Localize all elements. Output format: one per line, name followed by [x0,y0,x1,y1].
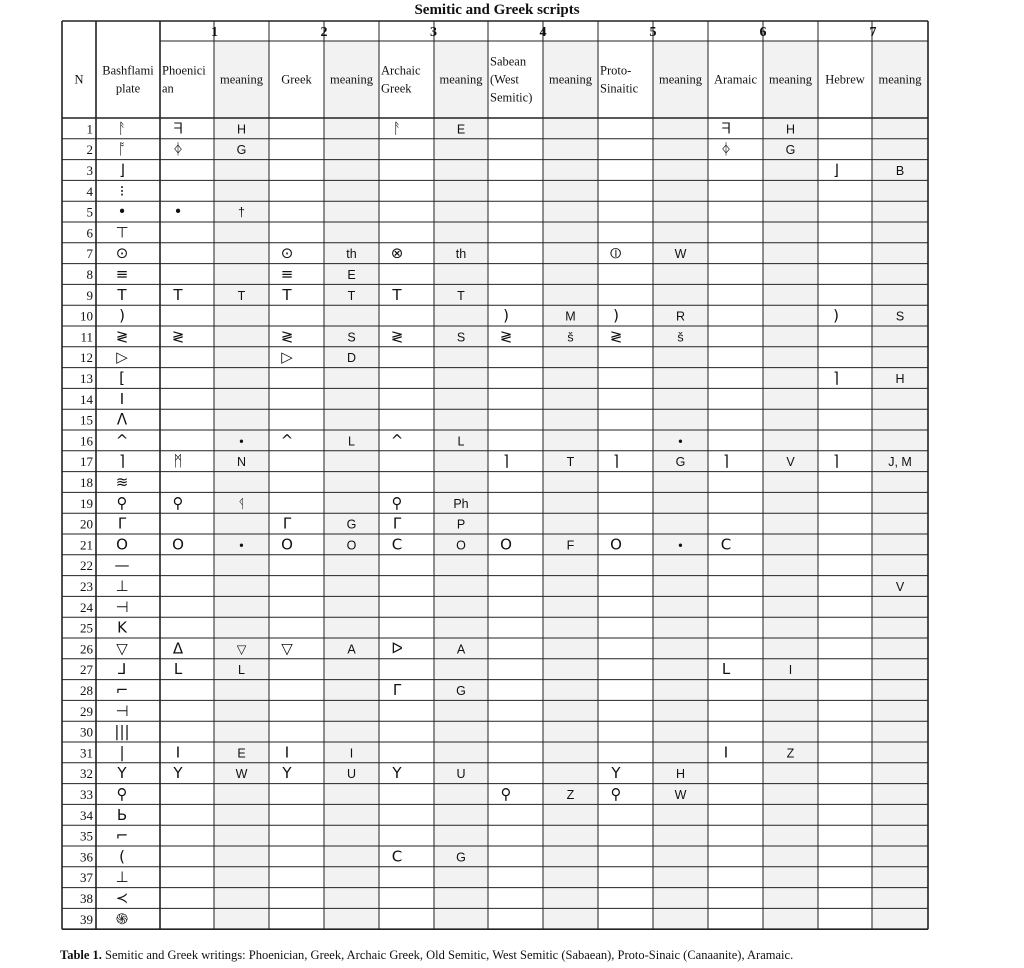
meaning-cell: W [235,767,248,782]
glyph-cell: Y [282,764,292,783]
glyph-cell: O [172,535,184,554]
column-header: meaning [439,72,483,87]
meaning-cell: I [349,746,354,761]
row-number: 8 [86,267,93,282]
meaning-cell: W [674,247,687,262]
glyph-cell: I [175,743,181,762]
meaning-column-shade [324,41,379,929]
glyph-cell: ▽ [281,639,293,658]
glyph-cell: ⌐ [115,681,129,699]
glyph-cell: ᚩ [117,140,127,159]
meaning-cell: S [456,330,466,345]
column-header: Sabean [490,54,527,69]
meaning-cell: H [236,122,247,137]
row-number: 39 [80,911,93,927]
column-header: N [74,72,84,87]
glyph-cell: C [391,847,403,866]
meaning-cell: G [785,143,796,158]
meaning-cell: U [346,767,357,782]
glyph-cell: ≡ [115,265,129,283]
column-header: meaning [219,72,264,87]
glyph-cell: Y [117,764,127,783]
glyph-cell: Γ [282,514,292,533]
column-header: (West [490,72,519,87]
row-number: 21 [80,537,93,553]
column-header: an [162,81,174,96]
row-number: 38 [80,891,93,906]
meaning-cell: S [347,330,356,345]
row-number: 19 [80,495,93,511]
glyph-cell: ) [503,306,509,325]
glyph-cell: Γ [117,514,127,533]
row-number: 25 [80,620,93,636]
column-header: Aramaic [713,72,758,87]
glyph-cell: ⌉ [119,452,125,471]
meaning-column-shade [763,41,818,929]
row-number: 7 [86,246,93,262]
row-number: 4 [86,183,93,199]
meaning-cell: ▽ [236,642,247,657]
glyph-cell: ^ [390,431,404,450]
column-header: Sinaitic [600,81,639,96]
meaning-cell: G [456,850,466,865]
column-header: Greek [381,81,412,96]
group-number: 1 [211,25,218,40]
caption-label: Table 1. [60,948,102,962]
row-number: 26 [80,641,93,657]
meaning-cell: L [238,663,245,678]
row-number: 18 [80,475,93,490]
glyph-cell: | [119,743,125,762]
meaning-cell: T [457,288,465,303]
caption-text: Semitic and Greek writings: Phoenician, Greek, Archaic Greek, Old Semitic, West Semitic (Sabaean), Proto-Sinaic (Canaanite), Aramaic. [101,948,794,962]
meaning-cell: Ph [453,496,469,511]
glyph-cell: L [173,660,183,679]
column-header: Phoenici [162,63,206,78]
meaning-cell: H [785,122,796,137]
meaning-cell: • [678,538,683,553]
glyph-cell: ⌉ [723,452,729,471]
meaning-cell: T [237,288,246,303]
column-header: Semitic) [490,90,533,105]
meaning-cell: V [895,580,905,594]
glyph-cell: ≷ [115,327,129,346]
glyph-cell: ⊙ [115,244,129,263]
glyph-cell: ᖷ [721,119,731,138]
page-title: Semitic and Greek scripts [414,2,580,18]
row-number: 28 [80,683,93,698]
glyph-cell: [ [119,369,125,387]
glyph-cell: ⊥ [115,577,129,595]
row-number: 24 [80,599,93,615]
column-header: Bashflami [102,63,154,78]
meaning-cell: H [895,372,905,386]
glyph-cell: ⚲ [116,493,128,512]
meaning-cell: D [346,351,357,366]
meaning-cell: G [456,684,466,698]
glyph-cell: — [114,556,130,575]
glyph-cell: ≷ [171,327,185,346]
group-number: 5 [649,25,657,40]
row-number: 6 [86,225,93,241]
row-number: 20 [80,516,93,532]
meaning-cell: • [239,434,244,449]
glyph-cell: ᚨ [392,119,402,138]
meaning-column-shade [434,41,488,929]
meaning-cell: P [456,517,466,532]
glyph-cell: ⁝ [119,181,125,200]
meaning-cell: th [346,247,357,262]
glyph-cell: O [281,535,293,554]
meaning-cell: th [455,247,467,262]
row-number: 36 [80,849,93,865]
column-header: meaning [548,72,593,87]
glyph-cell: ⊙ [280,244,294,263]
row-number: 2 [86,142,93,158]
row-number: 31 [80,745,93,761]
table-caption [60,948,793,963]
glyph-cell: ≷ [390,327,404,346]
meaning-cell: L [457,434,465,449]
glyph-cell: ( [119,847,125,866]
meaning-cell: O [346,538,357,553]
glyph-cell: ᐅ [391,639,403,658]
meaning-cell: š [567,330,574,345]
glyph-cell: ⅃ [117,660,127,679]
glyph-cell: Ь [116,805,128,824]
meaning-cell: H [675,767,686,782]
row-number: 29 [80,703,93,719]
glyph-cell: ⚲ [610,785,622,803]
glyph-cell: O [116,535,128,554]
glyph-cell: ^ [280,431,294,450]
column-header: Greek [281,72,312,87]
column-header: Archaic [381,63,421,78]
row-number: 34 [80,807,93,823]
glyph-cell: Δ [172,639,184,658]
glyph-cell: C [391,535,403,554]
meaning-cell: A [456,642,466,657]
meaning-cell: ᛩ [237,496,246,511]
glyph-cell: C [720,535,732,554]
row-number: 5 [86,204,93,220]
glyph-cell: ⌋ [119,161,125,179]
glyph-cell: ⌋ [833,161,839,179]
glyph-cell: ≷ [609,327,623,346]
glyph-cell: • [117,202,127,221]
meaning-cell: U [456,767,466,782]
row-number: 11 [80,329,93,345]
glyph-cell: ᛄ [173,140,183,159]
row-number: 14 [80,391,93,407]
glyph-cell: T [117,285,127,304]
glyph-cell: Γ [392,514,402,533]
meaning-cell: š [677,330,684,345]
meaning-cell: Z [566,788,575,802]
glyph-cell: O [500,535,512,554]
glyph-cell: T [173,285,183,304]
row-number: 13 [80,371,93,386]
column-header: plate [115,81,141,96]
group-number: 7 [869,25,877,40]
glyph-cell: ֍ [115,909,129,928]
glyph-cell: I [119,389,125,408]
row-number: 17 [80,454,93,470]
meaning-cell: • [239,538,244,553]
glyph-cell: ≷ [499,327,513,346]
glyph-cell: I [723,743,729,762]
group-number: 2 [320,25,328,40]
glyph-cell: I [284,743,290,762]
glyph-cell: T [282,285,292,304]
row-number: 32 [80,766,93,782]
column-header: meaning [658,72,703,87]
meaning-cell: R [675,309,686,324]
group-number: 4 [539,25,547,40]
glyph-cell: ⊣ [115,701,129,720]
row-number: 10 [80,308,93,324]
column-header: meaning [768,72,813,87]
row-number: 1 [86,121,93,137]
glyph-cell: O [610,535,622,554]
meaning-cell: W [674,788,687,802]
column-header: Hebrew [825,72,865,87]
glyph-cell: ⌉ [613,452,619,471]
meaning-cell: O [456,538,466,553]
meaning-cell: A [347,642,356,657]
glyph-cell: Y [392,764,402,783]
glyph-cell: ▽ [116,639,128,658]
meaning-cell: G [675,455,686,470]
meaning-cell: Z [786,746,795,761]
glyph-cell: ⌐ [115,826,129,845]
glyph-cell: • [173,202,183,221]
meaning-cell: M [565,309,576,324]
glyph-cell: ⚲ [500,785,512,803]
glyph-cell: ) [119,306,125,325]
meaning-cell: S [895,309,905,324]
glyph-cell: ⊥ [115,868,129,887]
glyph-cell: ⚲ [391,493,403,512]
glyph-cell: ≷ [280,327,294,346]
glyph-cell: ⦶ [610,244,622,263]
glyph-cell: ⚲ [172,493,184,512]
glyph-cell: L [721,660,731,679]
glyph-cell: ᛄ [721,140,731,159]
meaning-cell: T [566,455,575,470]
row-number: 16 [80,433,93,449]
meaning-cell: E [237,746,246,761]
row-number: 33 [80,787,93,802]
meaning-cell: E [347,268,356,282]
glyph-cell: ᐱ [116,410,128,429]
meaning-cell: L [348,434,355,449]
glyph-cell: ) [833,306,839,325]
glyph-cell: ⊗ [390,244,404,263]
row-number: 35 [80,828,93,844]
meaning-cell: • [678,434,683,449]
row-number: 3 [86,163,93,178]
meaning-column-shade [214,41,269,929]
column-header: meaning [329,72,374,87]
glyph-cell: ⌉ [833,369,839,387]
glyph-cell: ᖷ [173,119,183,138]
meaning-cell: E [456,122,466,137]
meaning-cell: F [566,538,575,553]
meaning-cell: V [786,455,795,470]
column-header: Proto- [600,63,632,78]
glyph-cell: ) [613,306,619,325]
row-number: 37 [80,870,93,886]
row-number: 12 [80,350,93,366]
glyph-cell: ⊤ [115,223,129,242]
meaning-cell: N [236,455,247,470]
glyph-cell: ⌉ [503,452,509,471]
glyph-cell: Y [173,764,183,783]
glyph-cell: T [392,285,402,304]
glyph-cell: ᚨ [117,119,127,138]
row-number: 23 [80,579,93,594]
meaning-cell: † [238,205,245,220]
row-number: 30 [80,724,93,740]
glyph-cell: ≡ [280,265,294,283]
meaning-cell: J, M [888,455,912,470]
glyph-cell: Γ [392,681,402,699]
column-header: meaning [878,72,922,87]
row-number: 9 [86,287,93,303]
glyph-cell: ▷ [281,348,293,367]
glyph-cell: K [117,618,127,637]
glyph-cell: Y [611,764,621,783]
glyph-cell: ᛗ [173,452,183,471]
row-number: 27 [80,662,93,678]
meaning-cell: T [347,288,356,303]
group-number: 6 [759,25,767,40]
glyph-cell: ⚲ [116,785,128,803]
row-number: 15 [80,412,93,428]
glyph-cell: ⊣ [115,597,129,616]
glyph-cell: ≺ [115,889,129,907]
glyph-cell: ||| [114,722,130,741]
meaning-cell: I [788,663,793,678]
glyph-cell: ▷ [116,348,128,367]
meaning-cell: G [236,143,247,158]
meaning-cell: B [895,164,905,178]
glyph-cell: ⌉ [833,452,839,471]
group-number: 3 [430,25,437,40]
row-number: 22 [80,558,93,574]
glyph-cell: ^ [115,431,129,450]
meaning-cell: G [346,517,357,532]
glyph-cell: ≋ [115,473,129,491]
